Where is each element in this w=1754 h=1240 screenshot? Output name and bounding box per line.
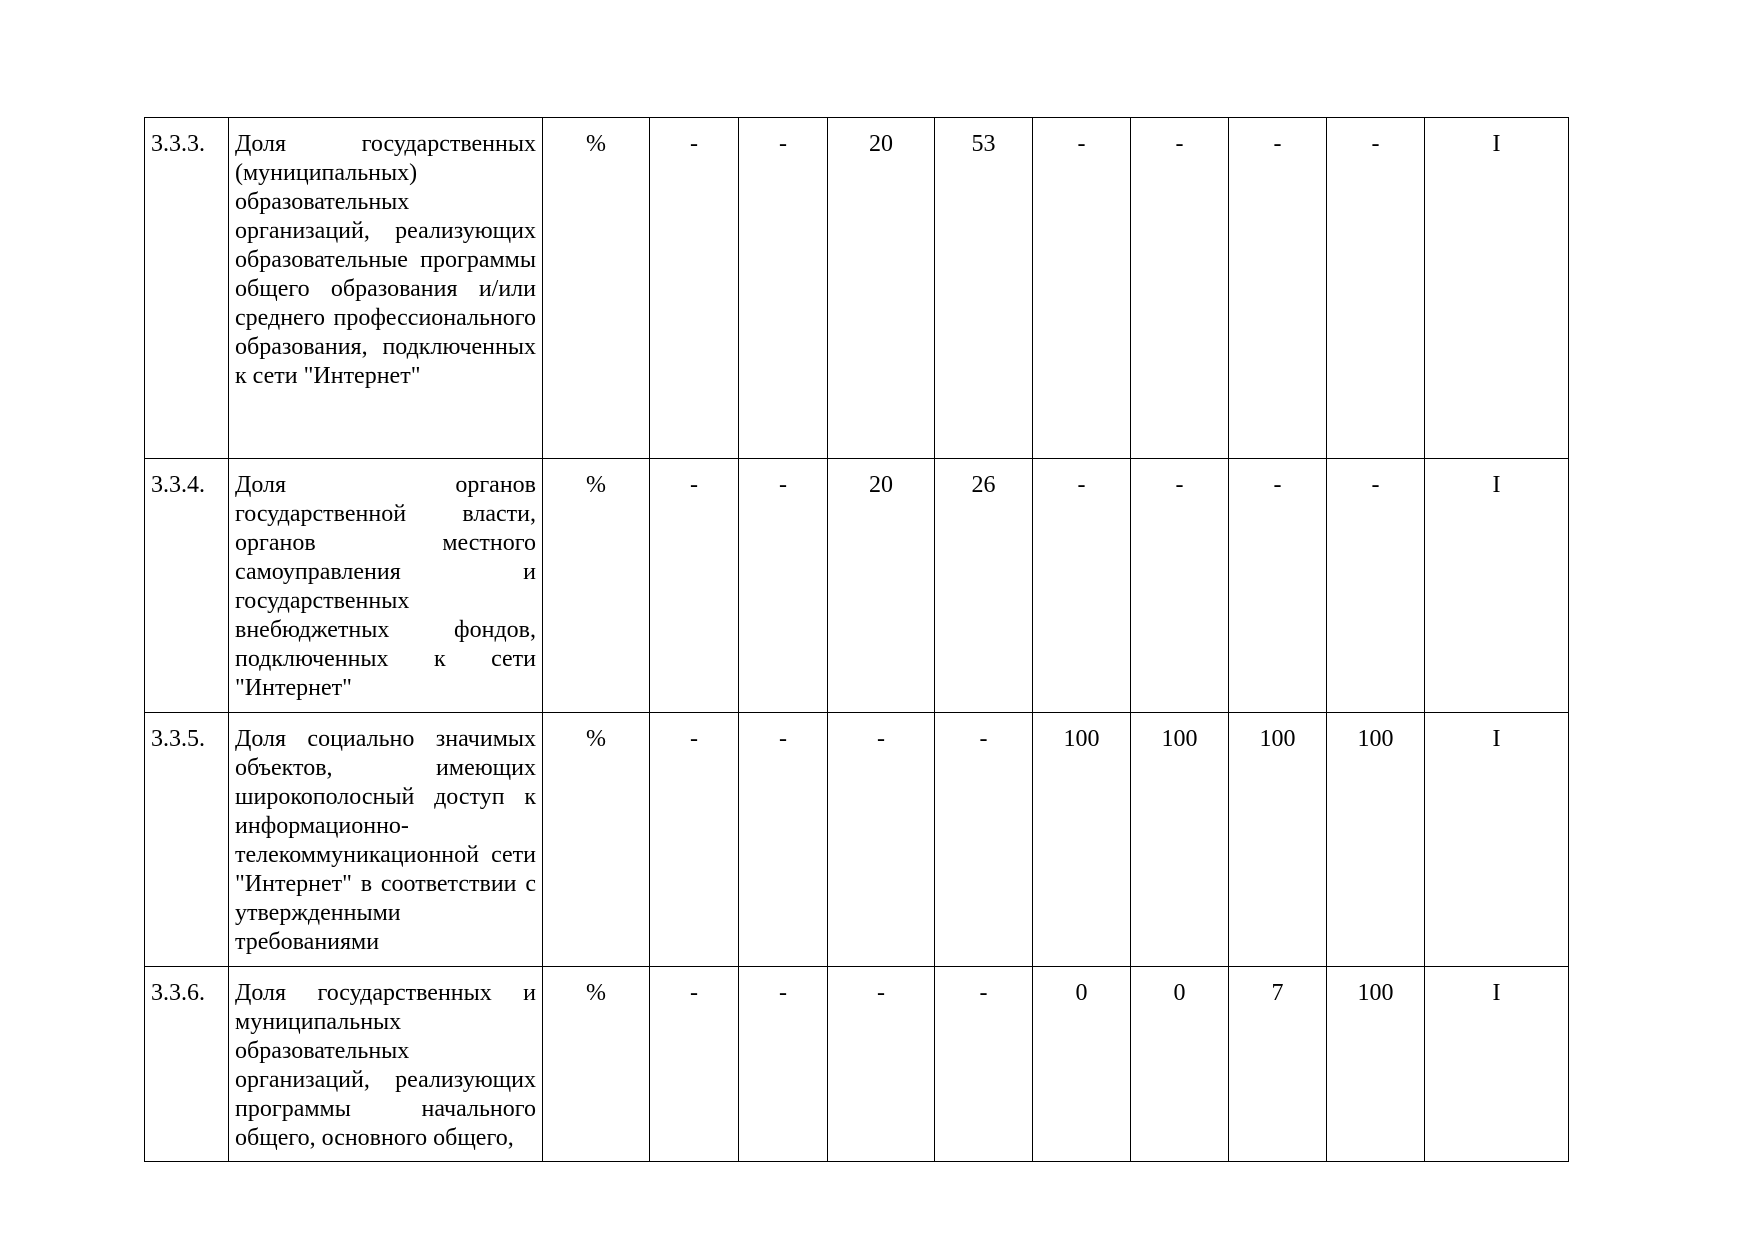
value-cell: - xyxy=(739,967,828,1162)
value-cell: - xyxy=(650,118,739,459)
value-cell: 100 xyxy=(1229,713,1327,967)
value-cell: 53 xyxy=(935,118,1033,459)
value-cell: 20 xyxy=(828,118,935,459)
indicator-name: Доля государственных (муниципальных) образовательных организаций, реализующих образовательные программы общего образования и/или среднего профессионального образования, подключенных к сети "Интернет" xyxy=(229,118,543,459)
value-cell: 100 xyxy=(1327,967,1425,1162)
unit-cell: % xyxy=(543,459,650,713)
value-cell: - xyxy=(1033,459,1131,713)
value-cell: - xyxy=(1131,459,1229,713)
value-cell: 100 xyxy=(1131,713,1229,967)
value-cell: 100 xyxy=(1327,713,1425,967)
table-row xyxy=(145,713,1569,967)
row-number: 3.3.6. xyxy=(145,967,229,1162)
unit-cell: % xyxy=(543,118,650,459)
table-row xyxy=(145,118,1569,459)
unit-cell: % xyxy=(543,967,650,1162)
value-cell: - xyxy=(650,967,739,1162)
table-row xyxy=(145,967,1569,1162)
value-cell: - xyxy=(650,459,739,713)
value-cell: - xyxy=(1327,459,1425,713)
value-cell: 0 xyxy=(1033,967,1131,1162)
table-row xyxy=(145,459,1569,713)
value-cell: - xyxy=(739,713,828,967)
row-number: 3.3.5. xyxy=(145,713,229,967)
unit-cell: % xyxy=(543,713,650,967)
value-cell: - xyxy=(935,713,1033,967)
row-number: 3.3.4. xyxy=(145,459,229,713)
row-number: 3.3.3. xyxy=(145,118,229,459)
value-cell: 0 xyxy=(1131,967,1229,1162)
indicator-name: Доля государственных и муниципальных образовательных организаций, реализующих программы начального общего, основного общего, xyxy=(229,967,543,1162)
value-cell: 7 xyxy=(1229,967,1327,1162)
value-cell: - xyxy=(650,713,739,967)
type-cell: I xyxy=(1425,118,1569,459)
value-cell: - xyxy=(1229,118,1327,459)
indicators-table xyxy=(144,117,1569,1162)
type-cell: I xyxy=(1425,459,1569,713)
value-cell: - xyxy=(1033,118,1131,459)
type-cell: I xyxy=(1425,713,1569,967)
value-cell: - xyxy=(828,713,935,967)
value-cell: - xyxy=(935,967,1033,1162)
value-cell: 26 xyxy=(935,459,1033,713)
value-cell: - xyxy=(739,459,828,713)
value-cell: 20 xyxy=(828,459,935,713)
type-cell: I xyxy=(1425,967,1569,1162)
value-cell: - xyxy=(739,118,828,459)
value-cell: - xyxy=(1327,118,1425,459)
indicator-name: Доля органов государственной власти, органов местного самоуправления и государственных внебюджетных фондов, подключенных к сети "Интернет" xyxy=(229,459,543,713)
indicator-name: Доля социально значимых объектов, имеющих широкополосный доступ к информационно-телекоммуникационной сети "Интернет" в соответствии с утвержденными требованиями xyxy=(229,713,543,967)
value-cell: - xyxy=(1131,118,1229,459)
value-cell: - xyxy=(1229,459,1327,713)
value-cell: - xyxy=(828,967,935,1162)
value-cell: 100 xyxy=(1033,713,1131,967)
